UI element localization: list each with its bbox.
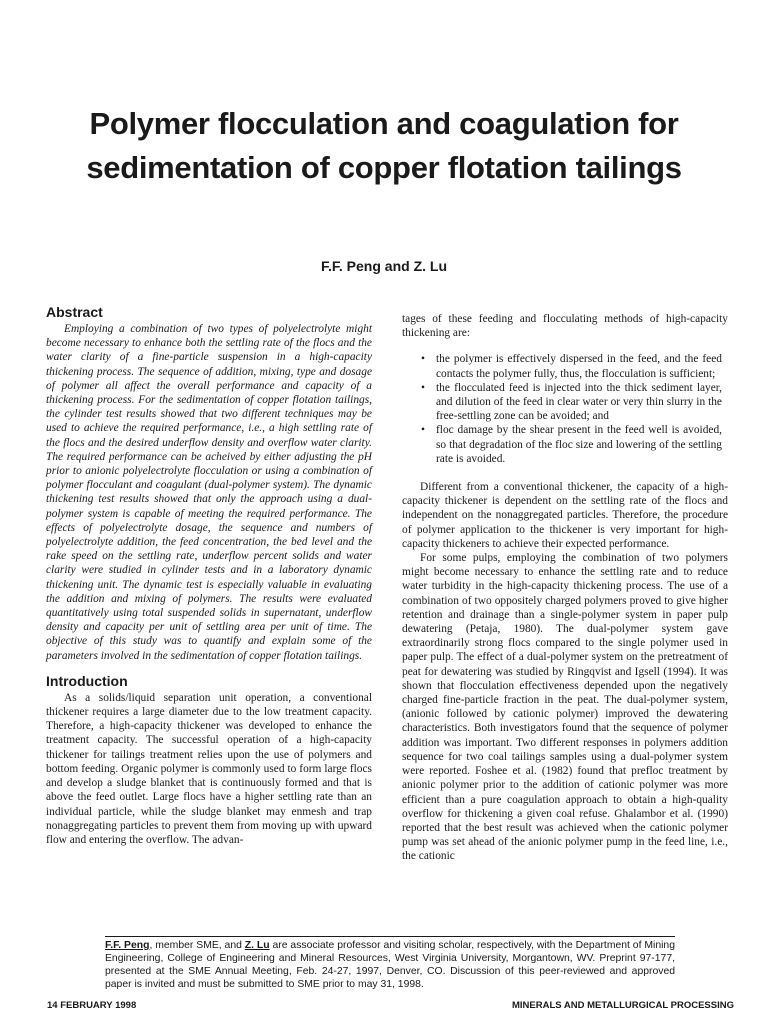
list-item-text: the flocculated feed is injected into the thick sediment layer, and dilution of the feed in clear water or very thin slurry in the free-settling zone can be avoided; and <box>436 381 722 423</box>
introduction-heading: Introduction <box>46 672 128 689</box>
footnote-author-1: F.F. Peng <box>105 940 150 951</box>
footnote-author-2: Z. Lu <box>244 940 270 951</box>
advantages-list <box>402 352 728 466</box>
abstract-heading: Abstract <box>46 304 103 320</box>
introduction-text: As a solids/liquid separation unit operation, a conventional thickener requires a large diameter due to the low treatment capacity. Therefore, a high-capacity thickener was developed to enhance the treatment capacity. The successful operation of a high-capacity thickener for tailings treatment relies upon the use of polymers and bottom feeding. Organic polymer is commonly used to form large flocs and develop a sludge blanket that is continuously formed and that is above the feed outlet. Large flocs have a higher settling rate than an individual particle, while the sludge blanket may enmesh and trap nonaggregating particles to prevent them from moving up with upward flow and entering the overflow. The advan- <box>46 691 372 846</box>
left-column <box>46 304 372 847</box>
right-column <box>402 312 728 864</box>
bullet-icon: • <box>421 381 425 394</box>
page-footer-right: MINERALS AND METALLURGICAL PROCESSING <box>511 1000 734 1011</box>
list-item-text: floc damage by the shear present in the feed well is avoided, so that degradation of the floc size and lowering of the settling rate is avoided. <box>436 424 722 465</box>
author-footnote <box>105 936 675 991</box>
right-column-intro-text: tages of these feeding and flocculating methods of high-capacity thickening are: <box>402 313 728 340</box>
body-paragraph-1: Different from a conventional thickener, the capacity of a high-capacity thickener is dependent on the settling rate of the flocs and independent on the nonaggregated particles. Therefore, the procedure of polymer application to the thickener is very important for high-capacity thickeners to achieve their expected performance. <box>402 481 728 550</box>
list-item-text: the polymer is effectively dispersed in the feed, and the feed contacts the polymer fully, thus, the flocculation is sufficient; <box>436 353 722 380</box>
list-item <box>402 352 728 380</box>
footnote-text-2: are associate professor and visiting scholar, respectively, with the Department of Mining Engineering, College of Engineering and Mineral Resources, West Virginia University, Morgantown, WV. Preprint 97-177, presented at the SME Annual Meeting, Feb. 24-27, 1997, Denver, CO. Discussion of this peer-reviewed and approved paper is invited and must be submitted to SME prior to may 31, 1998. <box>105 940 675 990</box>
abstract-text: Employing a combination of two types of polyelectrolyte might become necessary to enhance both the settling rate of the flocs and the water clarity of a fine-particle suspension in a high-capacity thickening process. The sequence of addition, mixing, type and dosage of polymer all affect the overall performance and capacity of a thickening process. For the sedimentation of copper flotation tailings, the cylinder test results showed that two different techniques may be used to achieve the required performance, i.e., a high settling rate of the flocs and the desired underflow density and overflow water clarity. The required performance can be acheived by either adjusting the pH prior to anionic polyelectrolyte flocculation or using a combination of polymer flocculant and coagulant (dual-polymer system). The dynamic thickening test results showed that only the approach using a dual-polymer system is capable of meeting the required performance. The effects of polyelectrolyte dosage, the sequence and numbers of polyelectrolyte addition, the feed concentration, the bed level and the rake speed on the settling rate, underflow percent solids and water clarity were studied in cylinder tests and in a laboratory dynamic thickening unit. The dynamic test is especially valuable in evaluating the addition and mixing of polymers. The results were evaluated quantitatively using total suspended solids in supernatant, underflow density and capacity per unit of settling area per unit of time. The objective of this study was to quantify and explain some of the parameters involved in the sedimentation of copper flotation tailings. <box>46 323 372 662</box>
body-paragraph-2: For some pulps, employing the combination of two polymers might become necessary to enhance the settling rate and to reduce water turbidity in the high-capacity thickening process. The use of a combination of two oppositely charged polymers proved to give higher retention and drainage than a single-polymer system in paper pulp dewatering (Petaja, 1980). The dual-polymer system gave extraordinarily strong flocs compared to the single polymer used in paper pulp. The effect of a dual-polymer system on the pretreatment of peat for dewatering was studied by Ringqvist and Igsell (1994). It was shown that flocculation effectiveness depended upon the negatively charged fine-particle fraction in the peat. The dual-polymer system, (anionic followed by cationic polymer) improved the dewatering characteristics. Both investigators found that the sequence of polymer addition was important. Two different responses in polymers addition sequence for two coal tailings samples using a dual-polymer system were reported. Foshee et al. (1982) found that prefloc treatment by anionic polymer prior to the addition of cationic polymer was more efficient than a pure coagulation approach to obtain a high-quality overflow for thickening a given coal refuse. Ghalambor et al. (1990) reported that the best result was achieved when the cationic polymer pump was set ahead of the anionic polymer pump in the feed line, i.e., the cationic <box>402 552 728 863</box>
paper-title: Polymer flocculation and coagulation for sedimentation of copper flotation tailings <box>86 106 682 185</box>
bullet-icon: • <box>421 353 425 366</box>
list-item <box>402 423 728 466</box>
list-item <box>402 381 728 424</box>
paper-authors: F.F. Peng and Z. Lu <box>321 258 447 274</box>
footnote-text-1: , member SME, and <box>149 940 245 951</box>
bullet-icon: • <box>421 424 425 437</box>
page-footer-left: 14 FEBRUARY 1998 <box>47 1000 137 1011</box>
